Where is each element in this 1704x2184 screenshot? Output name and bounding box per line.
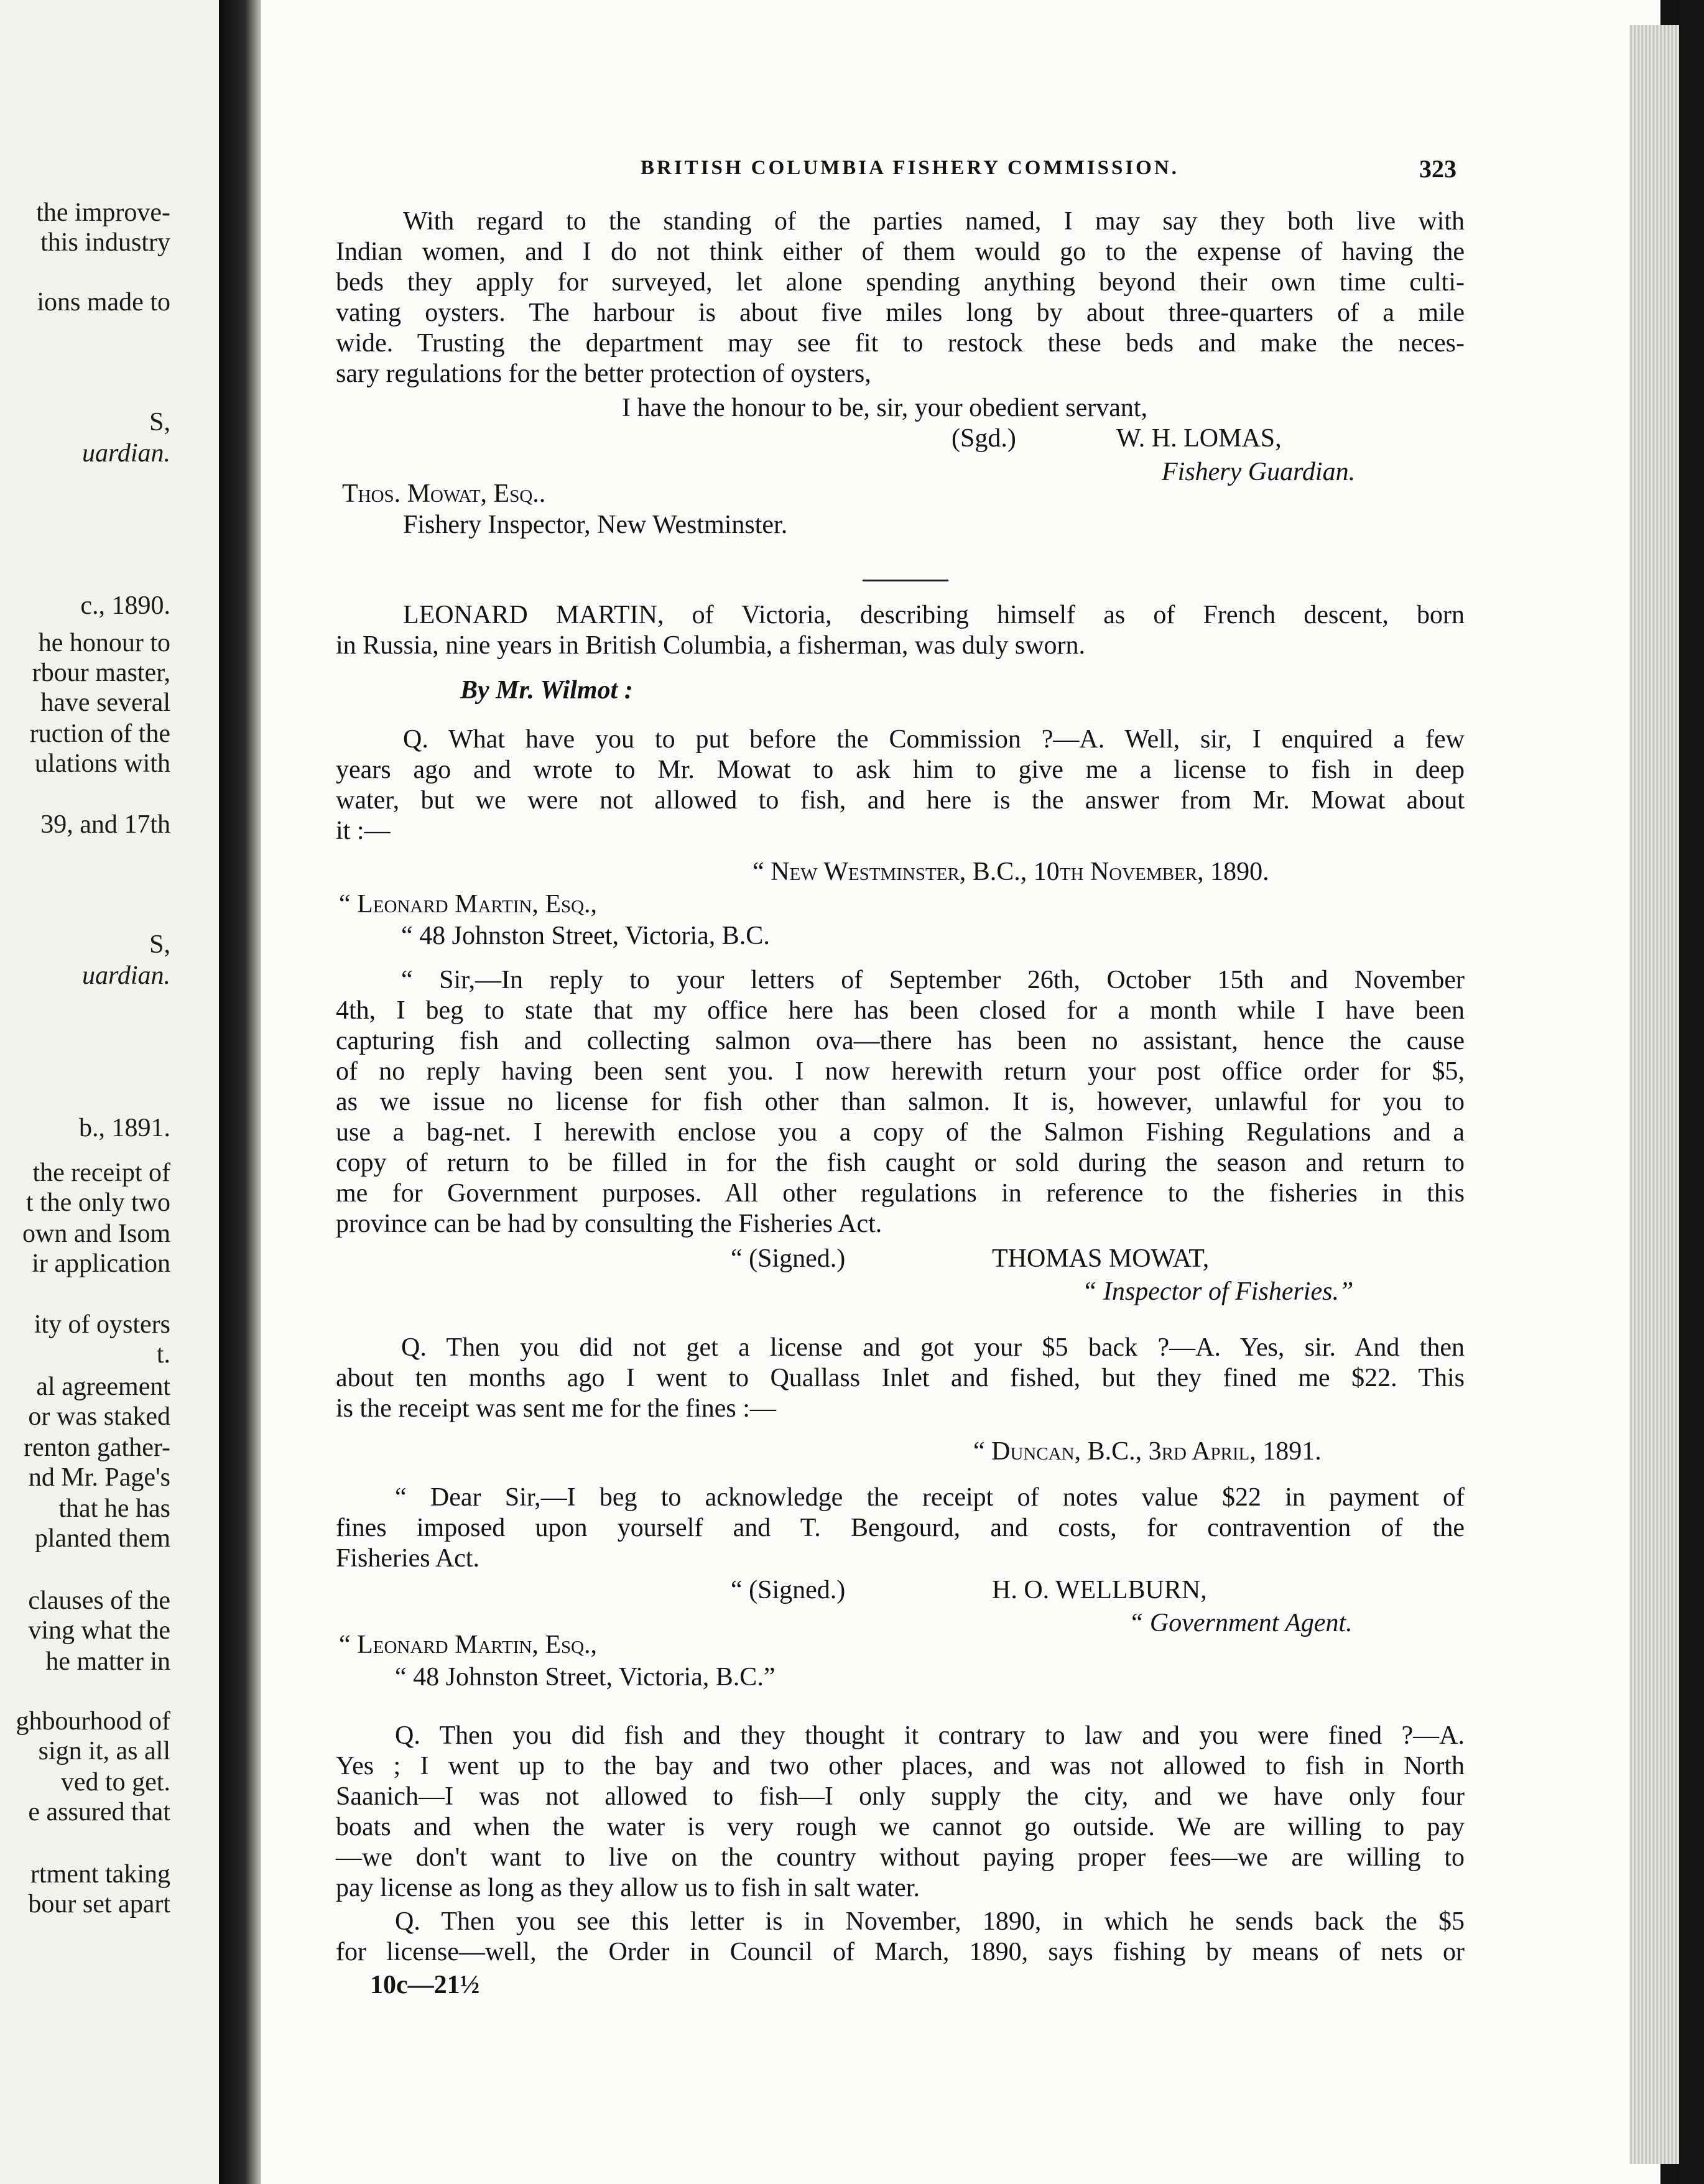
- facing-line: own and Isom: [22, 1219, 170, 1248]
- text-line: With regard to the standing of the parties named, I may say they both live with: [403, 207, 1465, 236]
- facing-line: uardian.: [82, 439, 170, 468]
- facing-line: have several: [40, 688, 170, 717]
- facing-line: rbour master,: [32, 659, 170, 687]
- text-line: in Russia, nine years in British Columbia, a fisherman, was duly sworn.: [336, 631, 1086, 660]
- facing-line: ity of oysters: [34, 1310, 170, 1339]
- text-line: Q. Then you did not get a license and got your $5 back ?—A. Yes, sir. And then: [401, 1333, 1465, 1362]
- text-line: is the receipt was sent me for the fines :—: [336, 1394, 776, 1423]
- facing-line: he matter in: [45, 1647, 170, 1676]
- text-line: Yes ; I went up to the bay and two other places, and was not allowed to fish in North: [336, 1752, 1465, 1780]
- facing-line: the receipt of: [32, 1159, 170, 1187]
- addressee: Thos. Mowat, Esq..: [342, 479, 546, 508]
- signer-title: “ Government Agent.: [1129, 1609, 1353, 1637]
- text-line: —we don't want to live on the country without paying proper fees—we are willing to: [336, 1843, 1465, 1872]
- facing-line: ghbourhood of: [16, 1707, 170, 1736]
- text-line: pay license as long as they allow us to fish in salt water.: [336, 1874, 920, 1902]
- facing-line: ving what the: [28, 1616, 170, 1645]
- facing-line: or was staked: [28, 1402, 170, 1431]
- facing-line: t.: [156, 1340, 170, 1369]
- signed-mark: “ (Signed.): [731, 1576, 846, 1604]
- text-line: sary regulations for the better protection of oysters,: [336, 359, 871, 388]
- text-line: beds they apply for surveyed, let alone spending anything beyond their own time culti-: [336, 268, 1465, 297]
- text-line: use a bag-net. I herewith enclose you a copy of the Salmon Fishing Regulations and a: [336, 1118, 1465, 1147]
- signer-name: THOMAS MOWAT,: [992, 1244, 1210, 1273]
- facing-line: the improve-: [36, 198, 170, 227]
- facing-line: ved to get.: [60, 1768, 170, 1797]
- facing-line: ruction of the: [29, 720, 170, 748]
- text-line: vating oysters. The harbour is about five miles long by about three-quarters of a mile: [336, 298, 1465, 327]
- facing-line: uardian.: [82, 961, 170, 990]
- text-line: Fisheries Act.: [336, 1544, 479, 1573]
- facing-line: S,: [149, 930, 170, 959]
- text-line: Q. Then you see this letter is in November, 1890, in which he sends back the $5: [395, 1907, 1465, 1936]
- signed-mark: (Sgd.): [952, 424, 1016, 453]
- text-line: “ Sir,—In reply to your letters of September 26th, October 15th and November: [401, 966, 1465, 994]
- facing-line: c., 1890.: [80, 591, 170, 620]
- facing-line: planted them: [34, 1524, 170, 1553]
- text-line: “ Dear Sir,—I beg to acknowledge the receipt of notes value $22 in payment of: [395, 1483, 1465, 1512]
- text-line: me for Government purposes. All other regulations in reference to the fisheries in this: [336, 1179, 1465, 1208]
- text-line: it :—: [336, 817, 391, 845]
- facing-line: clauses of the: [28, 1586, 170, 1615]
- facing-line: renton gather-: [24, 1433, 170, 1462]
- gutter-shadow: [219, 0, 262, 2184]
- letter-address: “ 48 Johnston Street, Victoria, B.C.”: [395, 1663, 776, 1691]
- text-line: of no reply having been sent you. I now herewith return your post office order for $5,: [336, 1057, 1465, 1086]
- facing-line: sign it, as all: [38, 1737, 170, 1765]
- signer-name: W. H. LOMAS,: [1116, 424, 1282, 453]
- text-line: water, but we were not allowed to fish, and here is the answer from Mr. Mowat about: [336, 786, 1465, 815]
- text-line: copy of return to be filled in for the fish caught or sold during the season and return to: [336, 1149, 1465, 1177]
- facing-line: ir application: [32, 1249, 170, 1278]
- facing-line: t the only two: [25, 1188, 170, 1217]
- signed-mark: “ (Signed.): [731, 1244, 846, 1273]
- text-line: as we issue no license for fish other than salmon. It is, however, unlawful for you to: [336, 1088, 1465, 1116]
- page-number: 323: [1419, 155, 1456, 183]
- text-line: wide. Trusting the department may see fit to restock these beds and make the neces-: [336, 329, 1465, 358]
- facing-line: rtment taking: [30, 1860, 170, 1889]
- text-line: Q. Then you did fish and they thought it contrary to law and you were fined ?—A.: [395, 1721, 1465, 1750]
- text-line: about ten months ago I went to Quallass Inlet and fished, but they fined me $22. This: [336, 1364, 1465, 1392]
- letter-dateline: “ Duncan, B.C., 3rd April, 1891.: [973, 1437, 1322, 1466]
- text-line: LEONARD MARTIN, of Victoria, describing himself as of French descent, born: [403, 601, 1465, 629]
- facing-line: he honour to: [38, 629, 170, 657]
- text-line: 4th, I beg to state that my office here has been closed for a month while I have been: [336, 996, 1465, 1025]
- text-line: Indian women, and I do not think either of them would go to the expense of having the: [336, 238, 1465, 266]
- facing-line: e assured that: [28, 1798, 170, 1826]
- letter-dateline: “ New Westminster, B.C., 10th November, 1890.: [752, 858, 1269, 886]
- running-header: BRITISH COLUMBIA FISHERY COMMISSION.: [641, 157, 1179, 179]
- text-line: Saanich—I was not allowed to fish—I only supply the city, and we have only four: [336, 1782, 1465, 1811]
- section-divider: [863, 580, 948, 581]
- facing-line: 39, and 17th: [40, 810, 170, 839]
- letter-address: “ 48 Johnston Street, Victoria, B.C.: [401, 922, 770, 950]
- signer-name: H. O. WELLBURN,: [992, 1576, 1207, 1604]
- facing-line: nd Mr. Page's: [28, 1463, 170, 1492]
- facing-line: ions made to: [37, 288, 170, 317]
- letter-addressee: “ Leonard Martin, Esq.,: [339, 1631, 598, 1659]
- scan-edge: [1679, 0, 1704, 2184]
- examiner-heading: By Mr. Wilmot :: [460, 676, 633, 705]
- text-line: for license—well, the Order in Council of March, 1890, says fishing by means of nets or: [336, 1938, 1465, 1966]
- text-line: boats and when the water is very rough we cannot go outside. We are willing to pay: [336, 1813, 1465, 1841]
- facing-line: b., 1891.: [79, 1114, 170, 1142]
- addressee-title: Fishery Inspector, New Westminster.: [403, 511, 788, 539]
- signer-title: Fishery Guardian.: [1162, 458, 1356, 486]
- signature-mark: 10c—21½: [370, 1971, 480, 1999]
- facing-line: ulations with: [34, 749, 170, 778]
- closing-line: I have the honour to be, sir, your obedient servant,: [622, 394, 1148, 422]
- text-line: Q. What have you to put before the Commission ?—A. Well, sir, I enquired a few: [403, 725, 1465, 754]
- facing-line: this industry: [40, 228, 170, 257]
- facing-line: that he has: [58, 1494, 170, 1523]
- facing-page: [0, 0, 219, 2184]
- signer-title: “ Inspector of Fisheries.”: [1082, 1277, 1354, 1306]
- text-line: fines imposed upon yourself and T. Bengourd, and costs, for contravention of the: [336, 1514, 1465, 1542]
- page-edge: [1629, 25, 1679, 2164]
- facing-line: S,: [149, 408, 170, 437]
- facing-line: bour set apart: [28, 1890, 170, 1918]
- facing-line: al agreement: [36, 1372, 170, 1401]
- letter-addressee: “ Leonard Martin, Esq.,: [339, 890, 598, 918]
- text-line: capturing fish and collecting salmon ova—there has been no assistant, hence the cause: [336, 1027, 1465, 1055]
- text-line: province can be had by consulting the Fisheries Act.: [336, 1210, 882, 1238]
- text-line: years ago and wrote to Mr. Mowat to ask him to give me a license to fish in deep: [336, 756, 1465, 784]
